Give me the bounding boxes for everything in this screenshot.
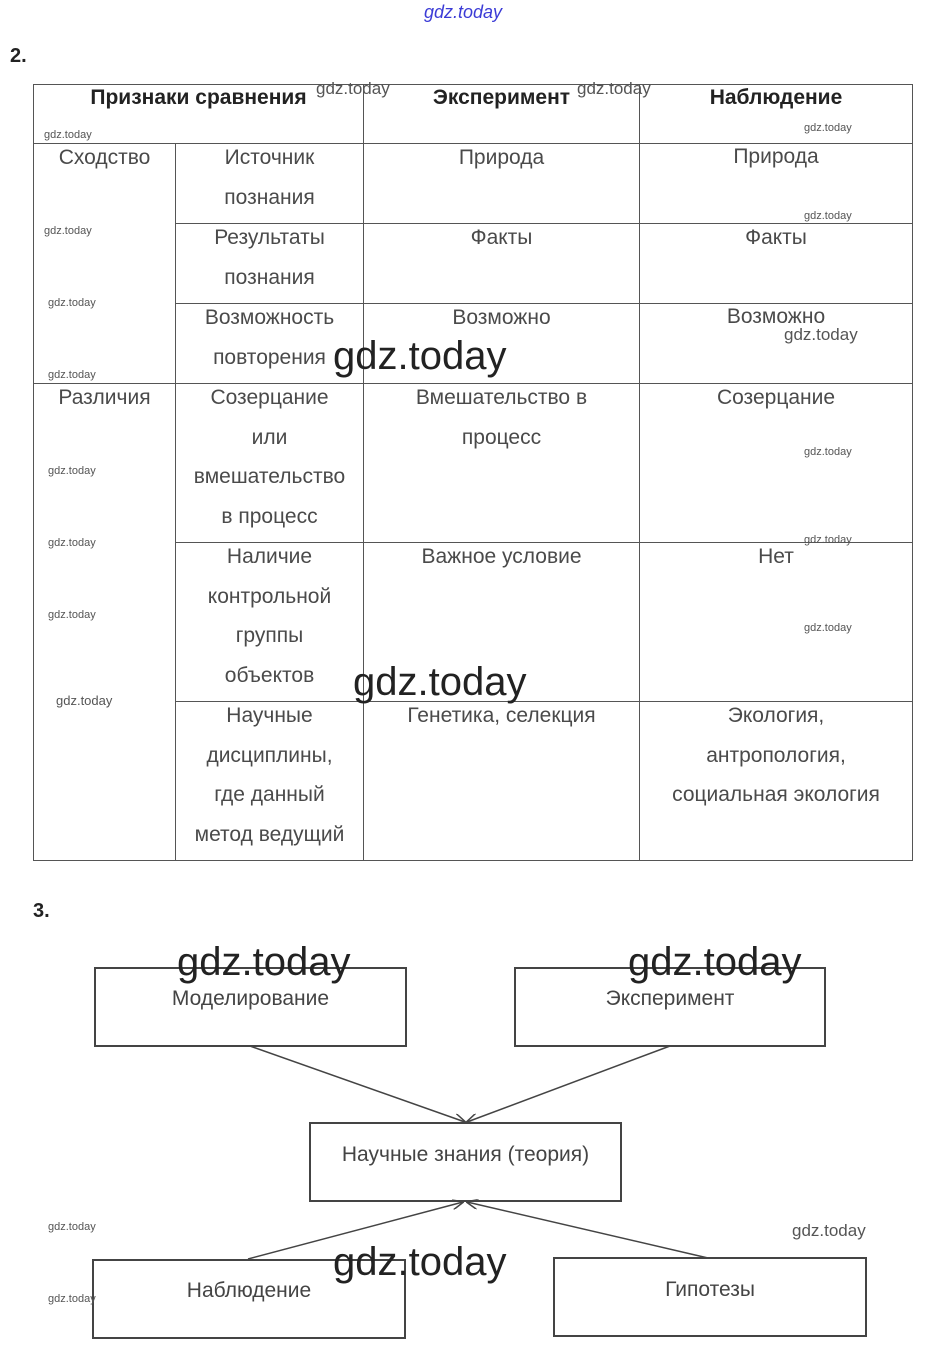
- group-differences: Различия: [58, 386, 151, 409]
- watermark: gdz.today: [333, 1240, 507, 1284]
- watermark: gdz.today: [56, 693, 113, 708]
- observation-cell: Созерцание: [716, 386, 836, 409]
- watermark: gdz.today: [44, 225, 92, 237]
- group-similarities: Сходство: [58, 146, 151, 169]
- experiment-cell: Генетика, селекция: [407, 704, 596, 727]
- watermark: gdz.today: [48, 465, 96, 477]
- observation-cell: Факты: [745, 226, 807, 249]
- watermark: gdz.today: [48, 537, 96, 549]
- box-observation-label: Наблюдение: [186, 1279, 312, 1302]
- experiment-cell: Важное условие: [421, 545, 582, 568]
- criterion-cell: Возможность повторения: [204, 306, 335, 369]
- experiment-cell: Вмешательство в процесс: [415, 386, 588, 449]
- experiment-cell: Факты: [470, 226, 533, 249]
- watermark: gdz.today: [48, 297, 96, 309]
- criterion-cell: Научные дисциплины, где данный метод ведущий: [194, 704, 345, 846]
- watermark: gdz.today: [804, 122, 852, 134]
- box-hypotheses-label: Гипотезы: [665, 1278, 755, 1301]
- watermark: gdz.today: [792, 1221, 866, 1240]
- observation-cell: Возможно: [726, 305, 826, 328]
- top-watermark: gdz.today: [423, 2, 503, 22]
- watermark: gdz.today: [48, 609, 96, 621]
- arrow-modeling-to-center: [250, 1046, 465, 1122]
- watermark: gdz.today: [784, 325, 858, 344]
- header-experiment: Эксперимент: [432, 86, 571, 109]
- header-criteria: Признаки сравнения: [90, 86, 307, 109]
- watermark: gdz.today: [628, 940, 802, 984]
- observation-cell: Нет: [758, 545, 794, 568]
- watermark: gdz.today: [48, 369, 96, 381]
- observation-cell: Экология, антропология, социальная экология: [672, 704, 880, 806]
- experiment-cell: Природа: [458, 146, 545, 169]
- watermark: gdz.today: [333, 334, 507, 378]
- header-observation: Наблюдение: [709, 86, 843, 109]
- watermark: gdz.today: [804, 622, 852, 634]
- watermark: gdz.today: [177, 940, 351, 984]
- task-2-number: 2.: [10, 45, 27, 67]
- watermark: gdz.today: [316, 79, 390, 98]
- box-modeling-label: Моделирование: [171, 987, 330, 1010]
- task-3-number: 3.: [33, 900, 50, 922]
- watermark: gdz.today: [804, 534, 852, 546]
- observation-cell: Природа: [733, 145, 819, 168]
- box-scientific-knowledge-label: Научные знания (теория): [341, 1143, 590, 1166]
- criterion-cell: Наличие контрольной группы объектов: [207, 545, 332, 687]
- watermark: gdz.today: [804, 210, 852, 222]
- watermark: gdz.today: [577, 79, 651, 98]
- watermark: gdz.today: [48, 1293, 96, 1305]
- watermark: gdz.today: [44, 129, 92, 141]
- watermark: gdz.today: [48, 1221, 96, 1233]
- box-experiment-label: Эксперимент: [605, 987, 735, 1010]
- watermark: gdz.today: [353, 660, 527, 704]
- criterion-cell: Результаты познания: [214, 226, 325, 289]
- arrow-experiment-to-center: [467, 1046, 670, 1122]
- watermark: gdz.today: [804, 446, 852, 458]
- experiment-cell: Возможно: [452, 306, 551, 329]
- criterion-cell: Источник познания: [224, 146, 315, 209]
- criterion-cell: Созерцание или вмешательство в процесс: [193, 386, 346, 528]
